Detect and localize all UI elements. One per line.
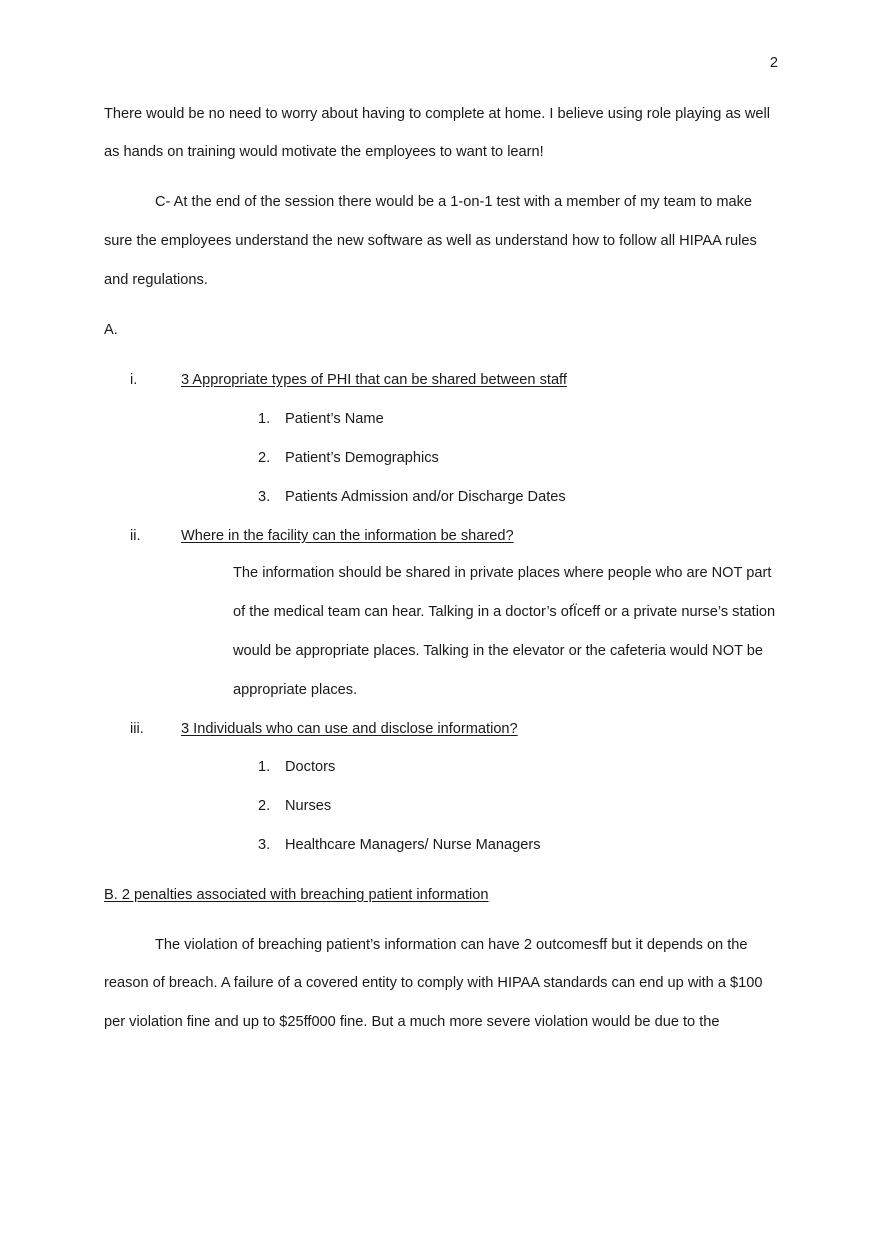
list-item: Doctors — [285, 759, 336, 775]
item-ii-line-1: The information should be shared in private places where people who are NOT part — [233, 565, 772, 581]
intro-line-1: There would be no need to worry about having to complete at home. I believe using role playing as well — [104, 106, 771, 122]
item-i-title: 3 Appropriate types of PHI that can be shared between staff — [181, 372, 567, 388]
intro-line-2: as hands on training would motivate the employees to want to learn! — [104, 144, 544, 160]
list-item: Patient’s Demographics — [285, 450, 439, 466]
section-b-line-3: per violation fine and up to $25ff000 fine. But a much more severe violation would be due to the — [104, 1014, 720, 1030]
section-b-heading: B. 2 penalties associated with breaching patient information — [104, 887, 489, 903]
roman-marker-i: i. — [130, 372, 138, 388]
list-number: 3. — [258, 489, 271, 505]
list-number: 1. — [258, 411, 271, 427]
roman-marker-iii: iii. — [130, 721, 144, 737]
item-ii-line-3: would be appropriate places. Talking in the elevator or the cafeteria would NOT be — [233, 643, 764, 659]
list-item: Patients Admission and/or Discharge Dates — [285, 489, 566, 505]
section-c-line-3: and regulations. — [104, 272, 208, 288]
list-number: 1. — [258, 759, 271, 775]
list-number: 2. — [258, 798, 271, 814]
list-number: 3. — [258, 837, 271, 853]
list-item: Nurses — [285, 798, 332, 814]
list-item: Healthcare Managers/ Nurse Managers — [285, 837, 541, 853]
item-iii-title: 3 Individuals who can use and disclose information? — [181, 721, 518, 737]
section-b-line-2: reason of breach. A failure of a covered entity to comply with HIPAA standards can end up with a $100 — [104, 975, 763, 991]
section-c-line-2: sure the employees understand the new software as well as understand how to follow all HIPAA rules — [104, 233, 757, 249]
list-item: Patient’s Name — [285, 411, 384, 427]
section-b-line-1: The violation of breaching patient’s information can have 2 outcomesff but it depends on the — [155, 937, 748, 953]
section-a-heading: A. — [104, 322, 118, 338]
section-c-line-1: C- At the end of the session there would be a 1-on-1 test with a member of my team to make — [155, 194, 753, 210]
roman-marker-ii: ii. — [130, 528, 141, 544]
list-number: 2. — [258, 450, 271, 466]
item-ii-title: Where in the facility can the information be shared? — [181, 528, 514, 544]
item-ii-line-2: of the medical team can hear. Talking in a doctor’s ofÏceff or a private nurse’s station — [233, 604, 776, 620]
page-number: 2 — [769, 55, 778, 71]
item-ii-line-4: appropriate places. — [233, 682, 358, 698]
